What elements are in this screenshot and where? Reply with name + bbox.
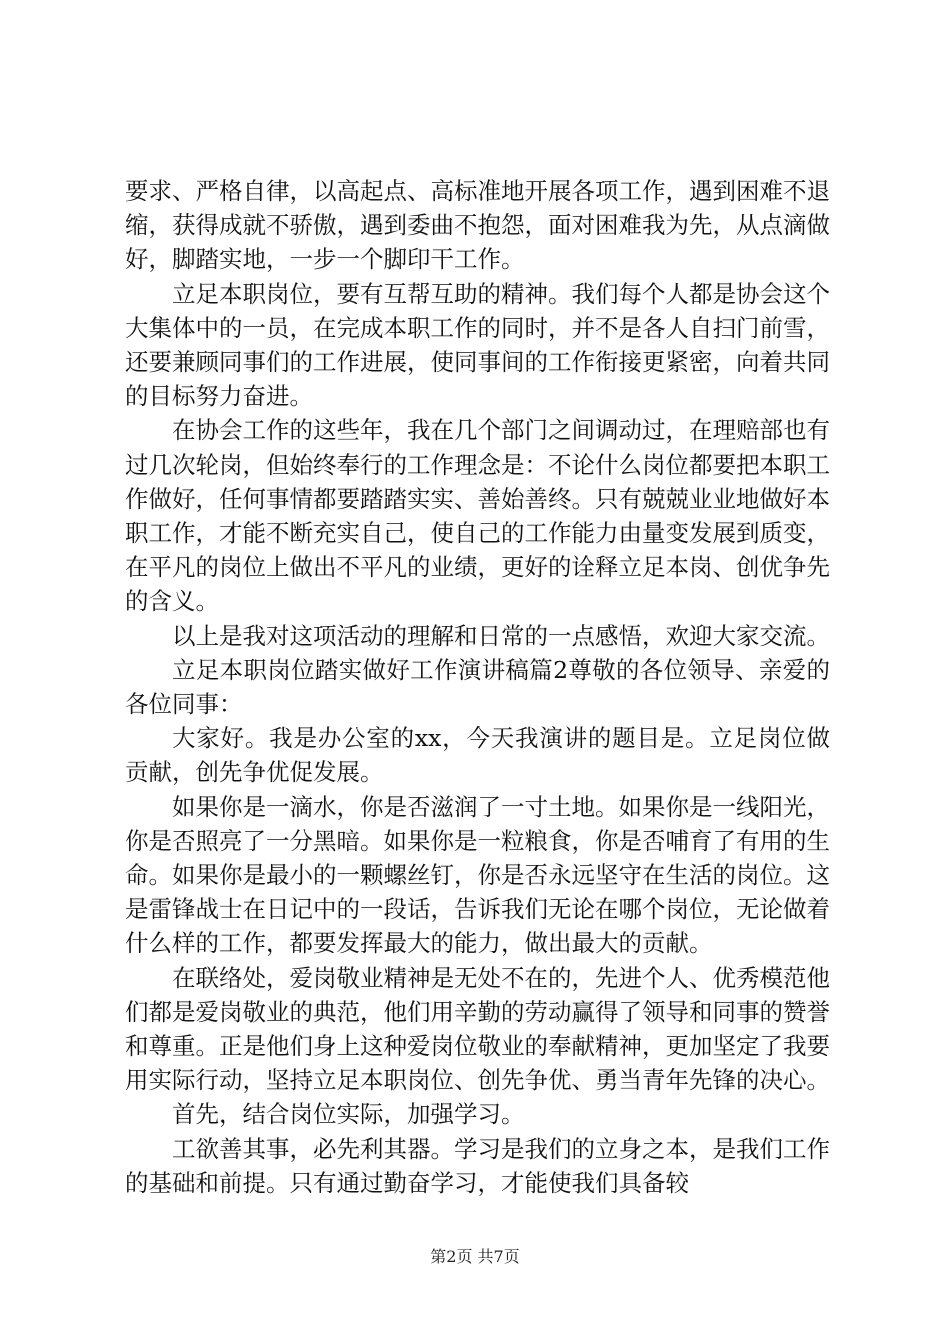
paragraph-2: 立足本职岗位，要有互帮互助的精神。我们每个人都是协会这个大集体中的一员，在完成本职工作的同时，并不是各人自扫门前雪，还要兼顾同事们的工作进展，使同事间的工作衔接更紧密，向着共同的目标努力奋进。 [125,279,830,411]
paragraph-1: 要求、严格自律，以高起点、高标准地开展各项工作，遇到困难不退缩，获得成就不骄傲，遇到委曲不抱怨，面对困难我为先，从点滴做好，脚踏实地，一步一个脚印干工作。 [125,177,830,274]
paragraph-8: 在联络处，爱岗敬业精神是无处不在的，先进个人、优秀模范他们都是爱岗敬业的典范，他们用辛勤的劳动赢得了领导和同事的赞誉和尊重。正是他们身上这种爱岗位敬业的奉献精神，更加坚定了我要用实际行动，坚持立足本职岗位、创先争优、勇当青年先锋的决心。 [125,963,830,1095]
paragraph-10: 工欲善其事，必先利其器。学习是我们的立身之本，是我们工作的基础和前提。只有通过勤奋学习，才能使我们具备较 [125,1134,830,1197]
paragraph-3: 在协会工作的这些年，我在几个部门之间调动过，在理赔部也有过几次轮岗，但始终奉行的工作理念是：不论什么岗位都要把本职工作做好，任何事情都要踏踏实实、善始善终。只有兢兢业业地做好本职工作，才能不断充实自己，使自己的工作能力由量变发展到质变，在平凡的岗位上做出不平凡的业绩，更好的诠释立足本岗、创优争先的含义。 [125,416,830,616]
paragraph-7: 如果你是一滴水，你是否滋润了一寸土地。如果你是一线阳光，你是否照亮了一分黑暗。如果你是一粒粮食，你是否哺育了有用的生命。如果你是最小的一颗螺丝钉，你是否永远坚守在生活的岗位。这是雷锋战士在日记中的一段话，告诉我们无论在哪个岗位，无论做着什么样的工作，都要发挥最大的能力，做出最大的贡献。 [125,792,830,958]
paragraph-6: 大家好。我是办公室的xx，今天我演讲的题目是。立足岗位做贡献，创先争优促发展。 [125,724,830,787]
document-body [125,174,830,1200]
page-footer: 第2页 共7页 [430,1247,520,1266]
paragraph-5: 立足本职岗位踏实做好工作演讲稿篇2尊敬的各位领导、亲爱的各位同事： [125,655,830,719]
paragraph-9: 首先，结合岗位实际，加强学习。 [172,1100,525,1129]
paragraph-4: 以上是我对这项活动的理解和日常的一点感悟，欢迎大家交流。 [172,621,830,650]
